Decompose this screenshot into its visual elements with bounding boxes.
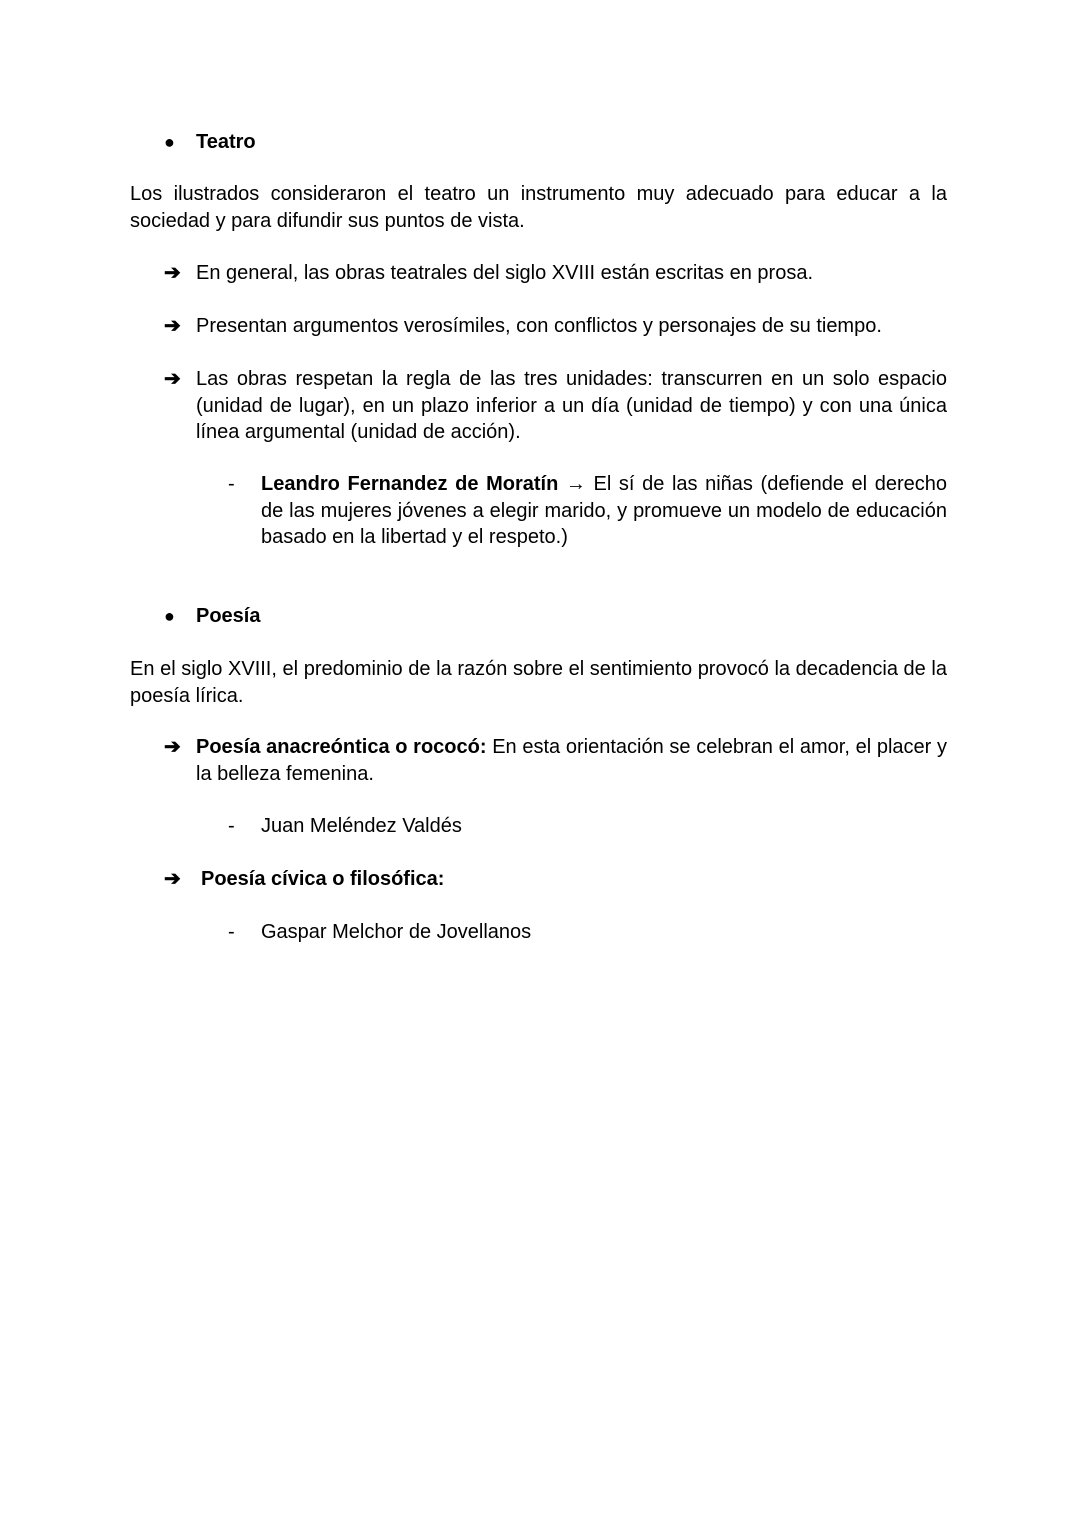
author-entry [261,471,947,551]
arrow-icon: ➔ [164,262,181,284]
teatro-intro-paragraph: Los ilustrados consideraron el teatro un instrumento muy adecuado para educar a la sociedad y para difundir sus puntos de vista. [130,183,947,232]
dash-marker: - [228,473,235,495]
list-item-text [196,734,947,787]
poesia-list-item [164,734,947,787]
item-title: Poesía cívica o filosófica: [201,868,445,890]
list-item-text [201,866,947,893]
list-item-text: En general, las obras teatrales del siglo XVIII están escritas en prosa. [196,262,814,284]
item-description: En esta orientación se celebran el amor, el placer y la belleza femenina. [196,736,948,785]
arrow-icon: ➔ [164,868,181,890]
poesia-author-item [228,813,947,840]
dash-marker: - [228,921,235,943]
arrow-icon: ➔ [164,315,181,337]
list-item-text: Presentan argumentos verosímiles, con conflictos y personajes de su tiempo. [196,315,882,337]
author-name: Leandro Fernandez de Moratín [261,473,559,495]
poesia-intro-paragraph: En el siglo XVIII, el predominio de la razón sobre el sentimiento provocó la decadencia de la poesía lírica. [130,658,947,707]
poesia-author-item [228,919,947,946]
item-title: Poesía anacreóntica o rococó: [196,736,487,758]
poesia-list-item [164,866,947,893]
author-entry: Juan Meléndez Valdés [261,815,462,837]
dash-marker: - [228,815,235,837]
teatro-list-item [164,260,947,287]
heading-text: Teatro [196,131,256,153]
bullet-icon: ● [164,606,175,626]
teatro-author-item [228,471,947,551]
list-item-text: Las obras respetan la regla de las tres unidades: transcurren en un solo espacio (unidad de lugar), en un plazo inferior a un día (unidad de tiempo) y con una única línea argumental (unidad de acción). [196,368,947,443]
arrow-icon: ➔ [164,736,181,758]
author-entry: Gaspar Melchor de Jovellanos [261,921,532,943]
teatro-list-item [164,313,947,340]
teatro-list-item [164,366,947,446]
heading-text: Poesía [196,605,261,627]
arrow-icon: ➔ [164,368,181,390]
bullet-icon: ● [164,132,175,152]
author-work-text: → El sí de las niñas (defiende el derecho de las mujeres jóvenes a elegir marido, y promueve un modelo de educación basado en la libertad y el respeto.) [261,473,947,548]
